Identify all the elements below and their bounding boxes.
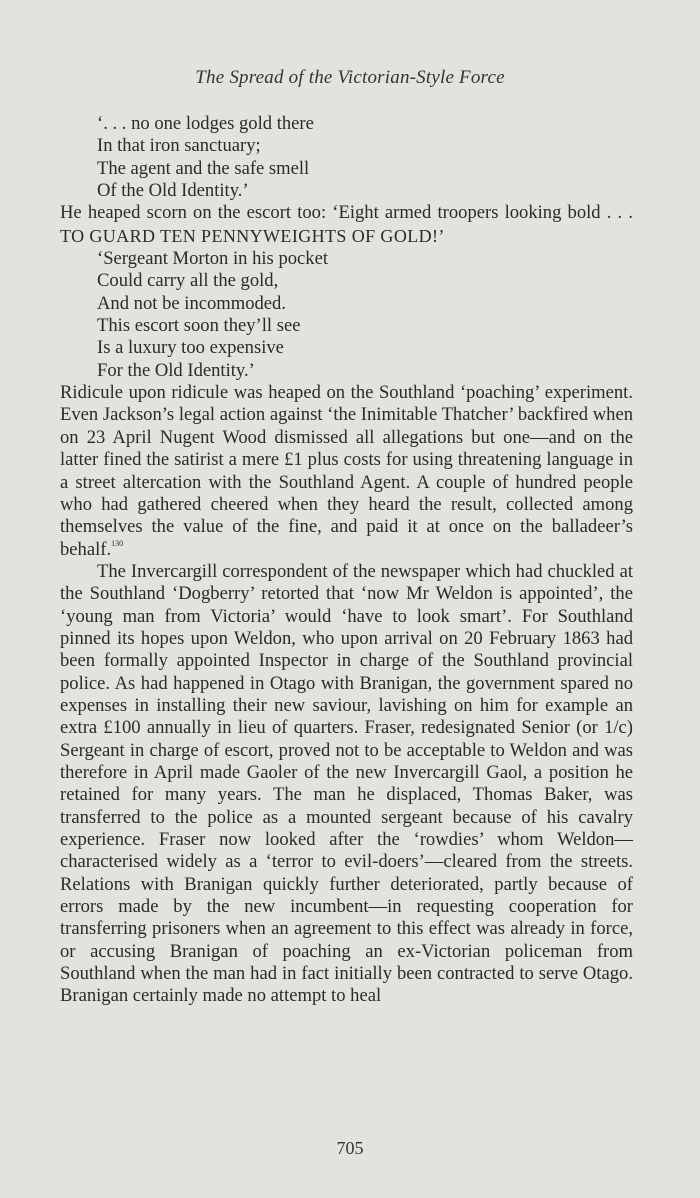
verse-line: Could carry all the gold, [97,270,279,292]
verse-line: This escort soon they’ll see [97,315,301,337]
verse-line: The agent and the safe smell [97,157,310,179]
paragraph-invercargill: The Invercargill correspondent of the newspaper which had chuckled at the Southland ‘Dogberry’ retorted that ‘now Mr Weldon is appointed’, the ‘young man from Victoria’ would ‘have to look smart’. For Southland pinned its hopes upon Weldon, who upon arrival on 20 February 1863 had been formally appointed Inspector in charge of the Southland provincial police. As had happened in Otago with Branigan, the government spared no expenses in installing their new saviour, lavishing on him for example an extra £100 annually in lieu of quarters. Fraser, redesignated Senior (or 1/c) Sergeant in charge of escort, proved not to be acceptable to Weldon and was therefore in April made Gaoler of the new Invercargill Gaol, a position he retained for many years. The man he displaced, Thomas Baker, was transferred to the police as a mounted sergeant because of his cavalry experience. Fraser now looked after the ‘rowdies’ whom Weldon—characterised widely as a ‘terror to evil-doers’—cleared from the streets. Relations with Branigan quickly further deteriorated, partly because of errors made by the new incumbent—in requesting cooperation for transferring prisoners when an agreement to this effect was already in force, or accusing Branigan of poaching an ex-Victorian policeman from Southland when the man had in fact initially been contracted to serve Otago. Branigan certainly made no attempt to heal [60,560,633,1007]
verse-stanza-2 [60,248,633,382]
paragraph-text: He heaped scorn on the escort too: ‘Eight armed troopers looking bold . . . [60,202,633,224]
small-caps-quote: TO GUARD TEN PENNYWEIGHTS OF GOLD!’ [60,225,445,246]
verse-line: Is a luxury too expensive [97,337,284,359]
page-number: 705 [336,1138,364,1158]
body-text [60,113,633,1008]
verse-line: ‘. . . no one lodges gold there [97,113,314,134]
footnote-reference: 130 [111,538,124,548]
verse-line: And not be incommoded. [97,292,287,314]
verse-line: ‘Sergeant Morton in his pocket [97,248,329,270]
verse-line: For the Old Identity.’ [97,359,255,381]
verse-stanza-1 [60,113,633,202]
verse-line: In that iron sanctuary; [97,135,261,157]
paragraph-ridicule [60,382,633,561]
paragraph-text: Ridicule upon ridicule was heaped on the Southland ‘poaching’ experiment. Even Jackson’s legal action against ‘the Inimitable Thatcher’ backfired when on 23 April Nugent Wood dismissed all allegations but one—and on the latter fined the satirist a mere £1 plus costs for using threatening language in a street altercation with the Southland Agent. A couple of hundred people who had gathered cheered when they heard the result, collected among themselves the value of the fine, and paid it at once on the balladeer’s behalf. [60,382,633,560]
verse-line: Of the Old Identity.’ [97,180,249,202]
running-title: The Spread of the Victorian-Style Force [195,67,505,88]
paragraph-escort-scorn [60,202,633,248]
